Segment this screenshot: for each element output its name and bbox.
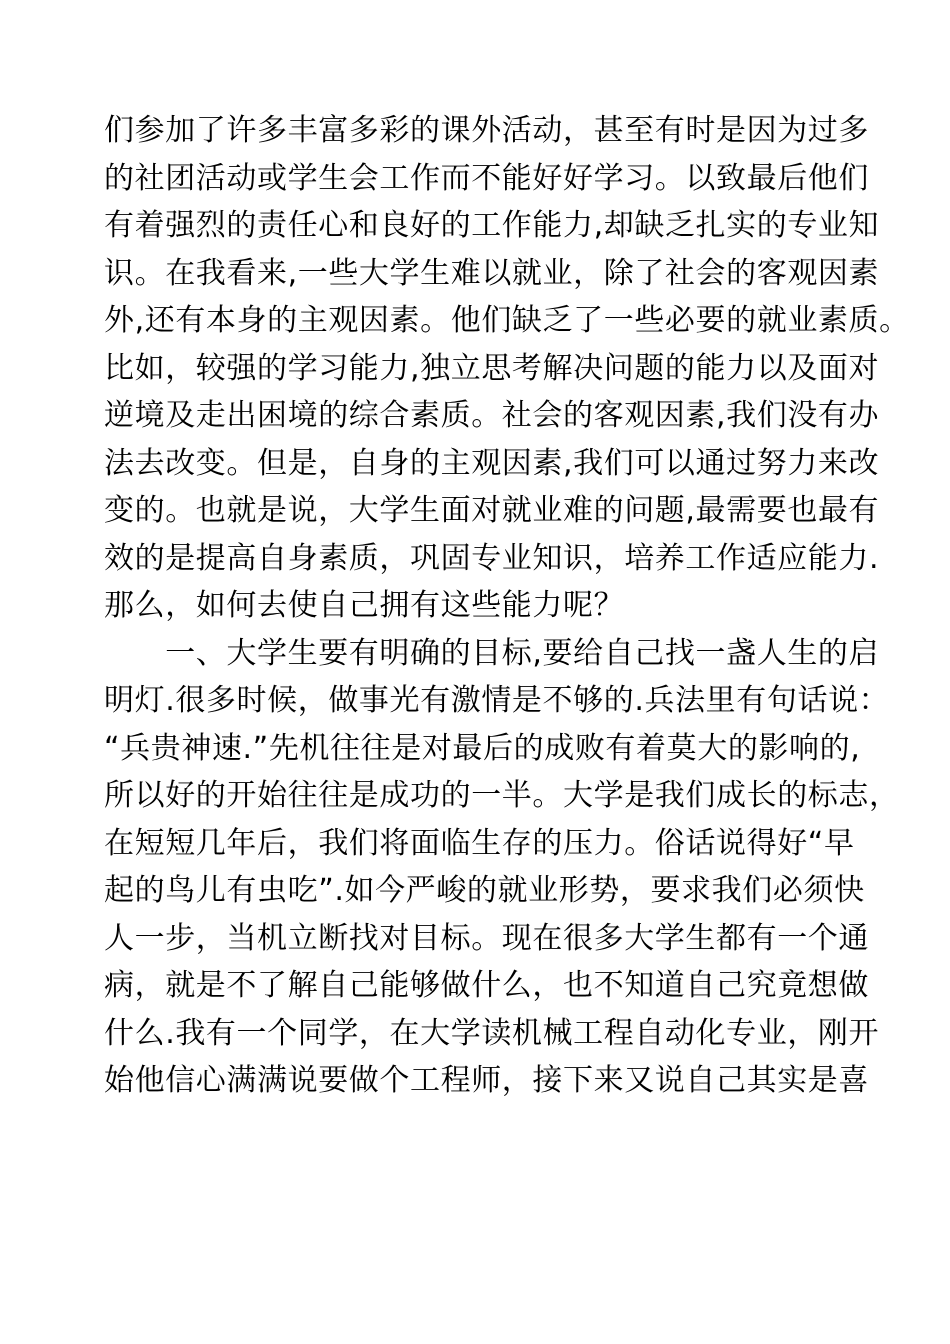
text-line: 外,还有本身的主观因素。他们缺乏了一些必要的就业素质。 xyxy=(104,303,910,338)
text-line: 人一步，当机立断找对目标。现在很多大学生都有一个通 xyxy=(104,920,869,956)
text-line: 法去改变。但是，自身的主观因素,我们可以通过努力来改 xyxy=(104,445,880,481)
text-line: “兵贵神速.”先机往往是对最后的成败有着莫大的影响的, xyxy=(104,730,861,766)
text-line: 那么，如何去使自己拥有这些能力呢？ xyxy=(104,588,625,623)
body-text xyxy=(104,107,910,1105)
text-line: 什么.我有一个同学，在大学读机械工程自动化专业，刚开 xyxy=(104,1015,880,1051)
text-line: 的社团活动或学生会工作而不能好好学习。以致最后他们 xyxy=(104,160,869,196)
text-line: 起的鸟儿有虫吃”.如今严峻的就业形势，要求我们必须快 xyxy=(104,873,865,908)
text-line: 有着强烈的责任心和良好的工作能力,却缺乏扎实的专业知 xyxy=(104,208,880,243)
text-line: 始他信心满满说要做个工程师，接下来又说自己其实是喜 xyxy=(104,1063,869,1098)
text-line: 们参加了许多丰富多彩的课外活动，甚至有时是因为过多 xyxy=(104,113,869,148)
text-line: 效的是提高自身素质，巩固专业知识，培养工作适应能力. xyxy=(104,540,880,576)
text-line: 变的。也就是说，大学生面对就业难的问题,最需要也最有 xyxy=(104,493,880,528)
text-line: 在短短几年后，我们将面临生存的压力。俗话说得好“早 xyxy=(104,825,855,861)
text-line: 识。在我看来,一些大学生难以就业，除了社会的客观因素 xyxy=(104,255,880,291)
text-line: 比如，较强的学习能力,独立思考解决问题的能力以及面对 xyxy=(104,350,880,386)
text-line: 病，就是不了解自己能够做什么，也不知道自己究竟想做 xyxy=(104,968,869,1003)
text-line: 逆境及走出困境的综合素质。社会的客观因素,我们没有办 xyxy=(104,398,880,433)
text-line: 所以好的开始往往是成功的一半。大学是我们成长的标志， xyxy=(104,778,900,813)
text-line: 明灯.很多时候，做事光有激情是不够的.兵法里有句话说： xyxy=(104,683,890,718)
text-line: 一、大学生要有明确的目标,要给自己找一盏人生的启 xyxy=(104,635,880,671)
